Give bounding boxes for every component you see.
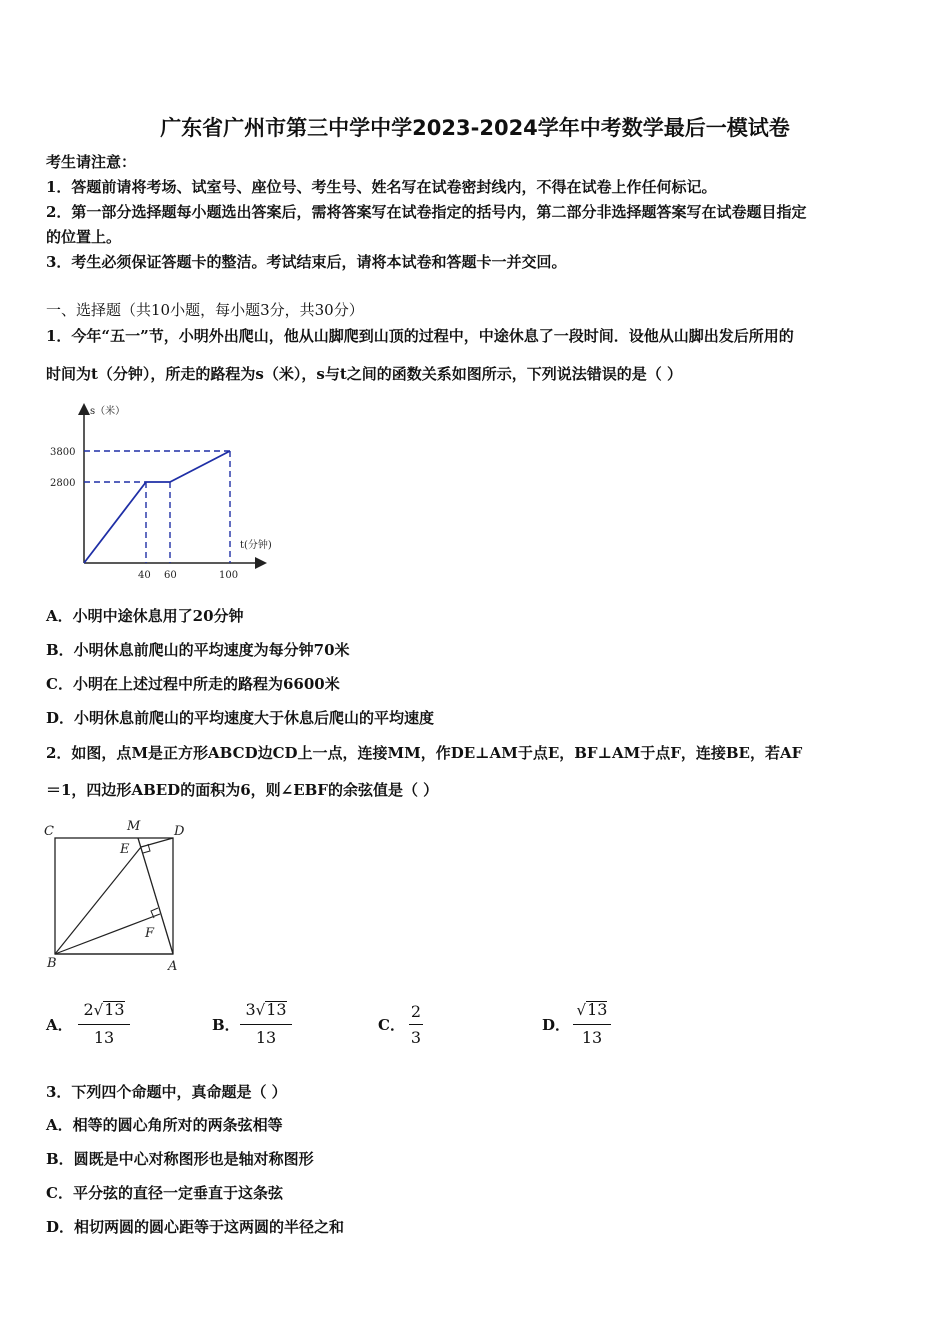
- q1-option-a: A．小明中途休息用了20分钟: [46, 607, 244, 625]
- q1-option-d: D．小明休息前爬山的平均速度大于休息后爬山的平均速度: [46, 709, 435, 727]
- label-b: B: [47, 956, 57, 971]
- q3-option-d: D．相切两圆的圆心距等于这两圆的半径之和: [46, 1218, 345, 1236]
- q2-option-c-denominator: 3: [410, 1028, 422, 1047]
- page-title: 广东省广州市第三中学中学2023-2024学年中考数学最后一模试卷: [160, 116, 790, 140]
- q3-option-c: C．平分弦的直径一定垂直于这条弦: [46, 1184, 283, 1202]
- x-tick-40: 40: [138, 570, 151, 581]
- x-axis-label: t(分钟): [240, 540, 272, 551]
- q1-distance-time-graph: [44, 398, 284, 583]
- notice-item-2: 2．第一部分选择题每小题选出答案后，需将答案写在试卷指定的括号内，第二部分非选择题答案写在试卷题目指定: [46, 203, 807, 221]
- q2-option-a-denominator: 13: [93, 1028, 115, 1047]
- q1-option-c: C．小明在上述过程中所走的路程为6600米: [46, 675, 340, 693]
- q2-option-b: [212, 1000, 302, 1050]
- q3-option-b: B．圆既是中心对称图形也是轴对称图形: [46, 1150, 314, 1168]
- q2-stem-line1: 2．如图，点M是正方形ABCD边CD上一点，连接MM，作DE⊥AM于点E，BF⊥AM于点F，连接BE，若AF: [46, 744, 803, 762]
- q2-option-a-numerator: 2√13: [83, 1000, 125, 1019]
- q2-square-figure: [40, 816, 200, 978]
- notice-item-1: 1．答题前请将考场、试室号、座位号、考生号、姓名写在试卷密封线内，不得在试卷上作任何标记。: [46, 178, 717, 196]
- q1-stem-line1: 1．今年“五一”节，小明外出爬山，他从山脚爬到山顶的过程中，中途休息了一段时间．设他从山脚出发后所用的: [46, 327, 794, 345]
- distance-curve: [84, 451, 230, 563]
- y-tick-2800: 2800: [50, 478, 76, 489]
- q2-option-b-label: B．: [212, 1016, 240, 1034]
- label-f: F: [145, 926, 155, 941]
- label-a: A: [168, 959, 178, 974]
- notice-item-2-cont: 的位置上。: [46, 228, 122, 246]
- q2-option-b-denominator: 13: [255, 1028, 277, 1047]
- y-axis-label: s（米）: [90, 406, 126, 417]
- x-tick-60: 60: [164, 570, 177, 581]
- label-m: M: [127, 819, 141, 834]
- notice-item-3: 3．考生必须保证答题卡的整洁。考试结束后，请将本试卷和答题卡一并交回。: [46, 253, 567, 271]
- q2-option-a: [46, 1000, 136, 1050]
- q3-stem: 3．下列四个命题中，真命题是（ ）: [46, 1083, 287, 1101]
- q2-option-c: [378, 1000, 438, 1050]
- x-tick-100: 100: [219, 570, 239, 581]
- q2-option-d-label: D．: [542, 1016, 571, 1034]
- q2-option-d-numerator: √13: [576, 1000, 608, 1019]
- q1-stem-line2: 时间为t（分钟），所走的路程为s（米），s与t之间的函数关系如图所示，下列说法错误的是（ ）: [46, 365, 682, 383]
- q2-option-a-label: A．: [46, 1016, 73, 1034]
- q2-option-d: [542, 1000, 622, 1050]
- section-heading: 一、选择题（共10小题，每小题3分，共30分）: [46, 301, 364, 319]
- label-c: C: [44, 824, 54, 839]
- q3-option-a: A．相等的圆心角所对的两条弦相等: [46, 1116, 283, 1134]
- y-tick-3800: 3800: [50, 447, 76, 458]
- q2-option-c-label: C．: [378, 1016, 405, 1034]
- q2-stem-line2: ＝1，四边形ABED的面积为6，则∠EBF的余弦值是（ ）: [46, 781, 439, 799]
- q2-option-b-numerator: 3√13: [245, 1000, 287, 1019]
- q1-option-b: B．小明休息前爬山的平均速度为每分钟70米: [46, 641, 350, 659]
- notice-heading: 考生请注意：: [46, 153, 137, 171]
- q2-option-c-numerator: 2: [410, 1002, 422, 1021]
- label-d: D: [174, 824, 185, 839]
- label-e: E: [120, 842, 130, 857]
- q2-option-d-denominator: 13: [581, 1028, 603, 1047]
